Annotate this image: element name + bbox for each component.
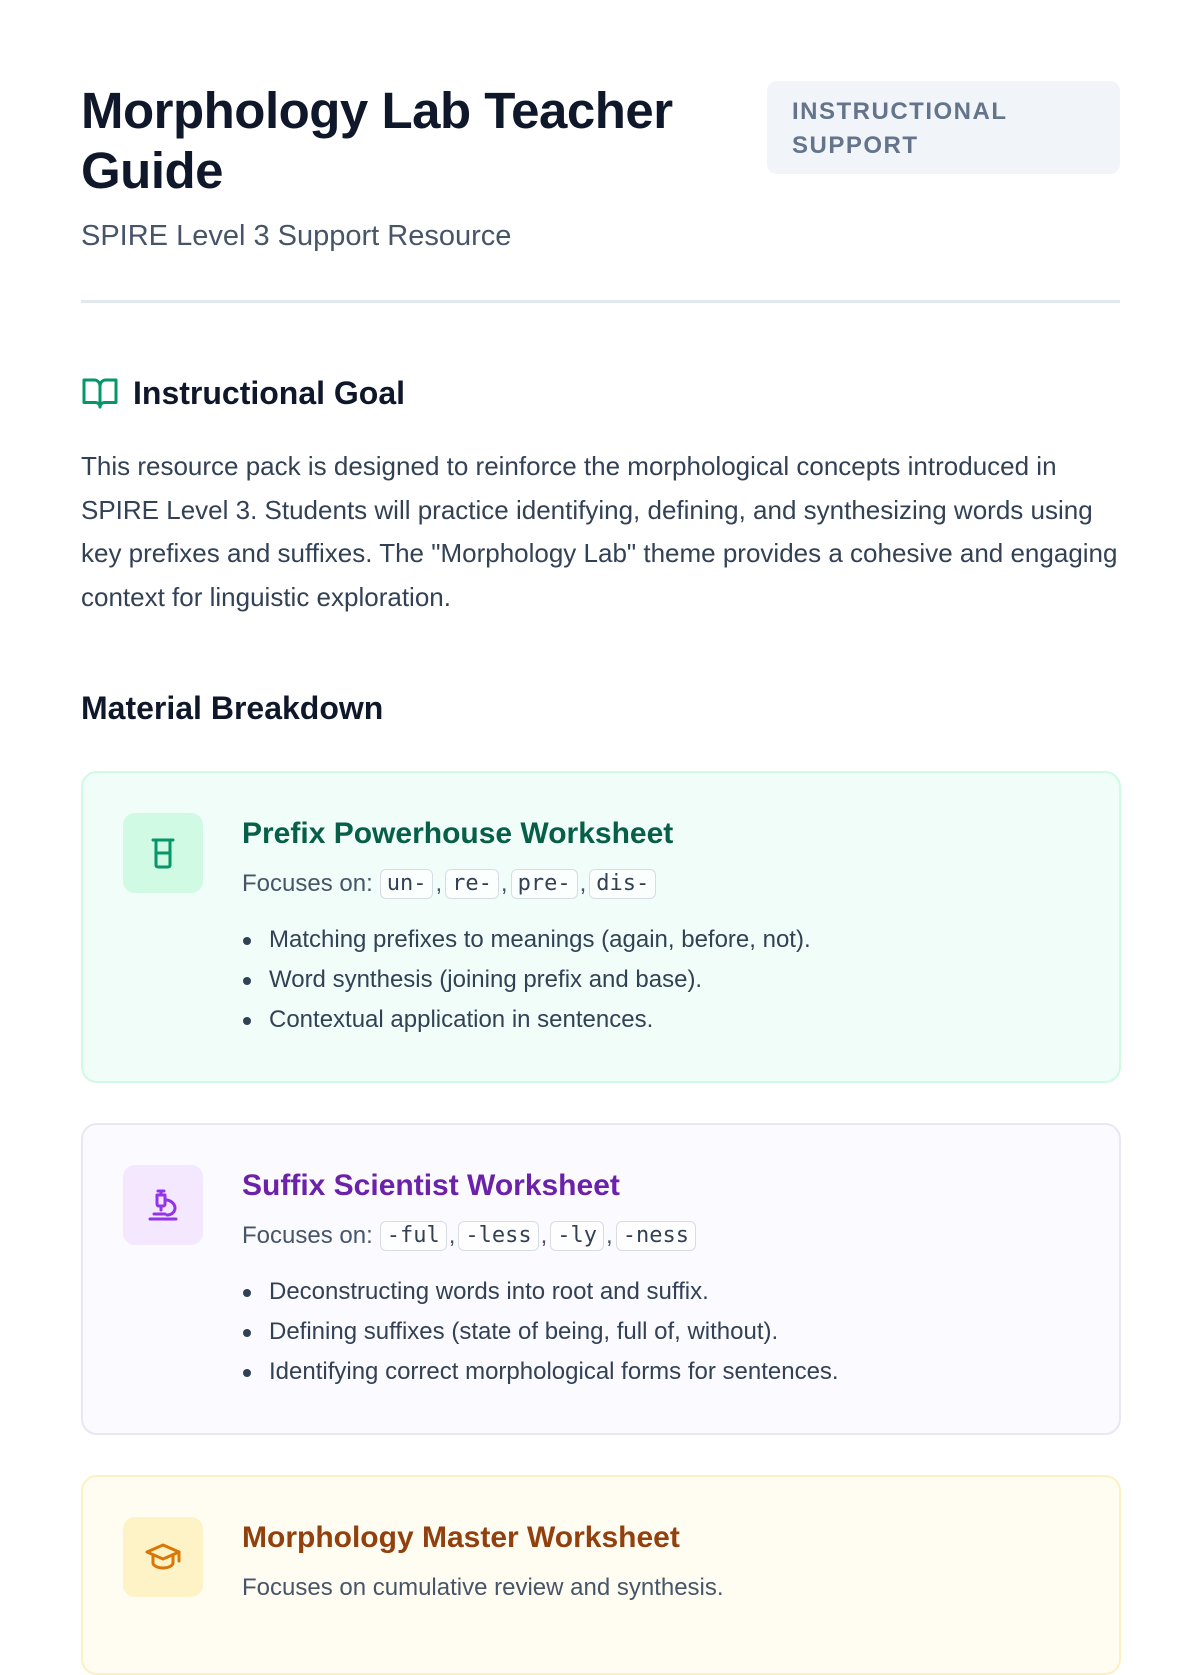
- focus-line: Focuses on: un- , re- , pre- , dis-: [242, 868, 1079, 900]
- instructional-goal-heading: [81, 372, 405, 414]
- suffix-worksheet-card: [81, 1123, 1121, 1435]
- focus-label: Focuses on:: [242, 870, 373, 897]
- graduation-cap-icon: [123, 1517, 203, 1597]
- beaker-icon: [123, 813, 203, 893]
- prefix-chip: dis-: [589, 869, 656, 899]
- card-title: Prefix Powerhouse Worksheet: [242, 817, 674, 850]
- suffix-chip: -ness: [616, 1221, 696, 1251]
- bullet-list: [242, 920, 1079, 1040]
- card-title: Morphology Master Worksheet: [242, 1521, 680, 1554]
- prefix-chip: re-: [445, 869, 499, 899]
- suffix-chip: -less: [458, 1221, 538, 1251]
- list-item: Deconstructing words into root and suffix.: [242, 1272, 1079, 1312]
- open-book-icon: [81, 376, 119, 410]
- bullet-list: [242, 1272, 1079, 1392]
- morphology-master-card: [81, 1475, 1121, 1675]
- prefix-chip: pre-: [511, 869, 578, 899]
- header: [81, 81, 1120, 303]
- page-title: Morphology Lab Teacher Guide: [81, 82, 673, 199]
- suffix-chip: -ly: [550, 1221, 604, 1251]
- list-item: Contextual application in sentences.: [242, 1000, 1079, 1040]
- prefix-worksheet-card: [81, 771, 1121, 1083]
- card-title: Suffix Scientist Worksheet: [242, 1169, 620, 1202]
- prefix-chip: un-: [380, 869, 434, 899]
- suffix-chip: -ful: [380, 1221, 447, 1251]
- focus-text: Focuses on cumulative review and synthesis.: [242, 1574, 724, 1601]
- list-item: Identifying correct morphological forms for sentences.: [242, 1352, 1079, 1392]
- microscope-icon: [123, 1165, 203, 1245]
- page-subtitle: SPIRE Level 3 Support Resource: [81, 220, 512, 252]
- material-breakdown-heading: Material Breakdown: [81, 690, 384, 726]
- list-item: Matching prefixes to meanings (again, before, not).: [242, 920, 1079, 960]
- list-item: Word synthesis (joining prefix and base).: [242, 960, 1079, 1000]
- focus-line: Focuses on: -ful , -less , -ly , -ness: [242, 1220, 1079, 1252]
- category-tag: INSTRUCTIONAL SUPPORT: [767, 81, 1120, 174]
- goal-description: This resource pack is designed to reinforce the morphological concepts introduced in SPIRE Level 3. Students will practice identifying, defining, and synthesizing words using key prefixes and suffixes. The "Morphology Lab" theme provides a cohesive and engaging context for linguistic exploration.: [81, 451, 1118, 612]
- focus-label: Focuses on:: [242, 1222, 373, 1249]
- list-item: Defining suffixes (state of being, full of, without).: [242, 1312, 1079, 1352]
- section-title: Instructional Goal: [133, 375, 406, 411]
